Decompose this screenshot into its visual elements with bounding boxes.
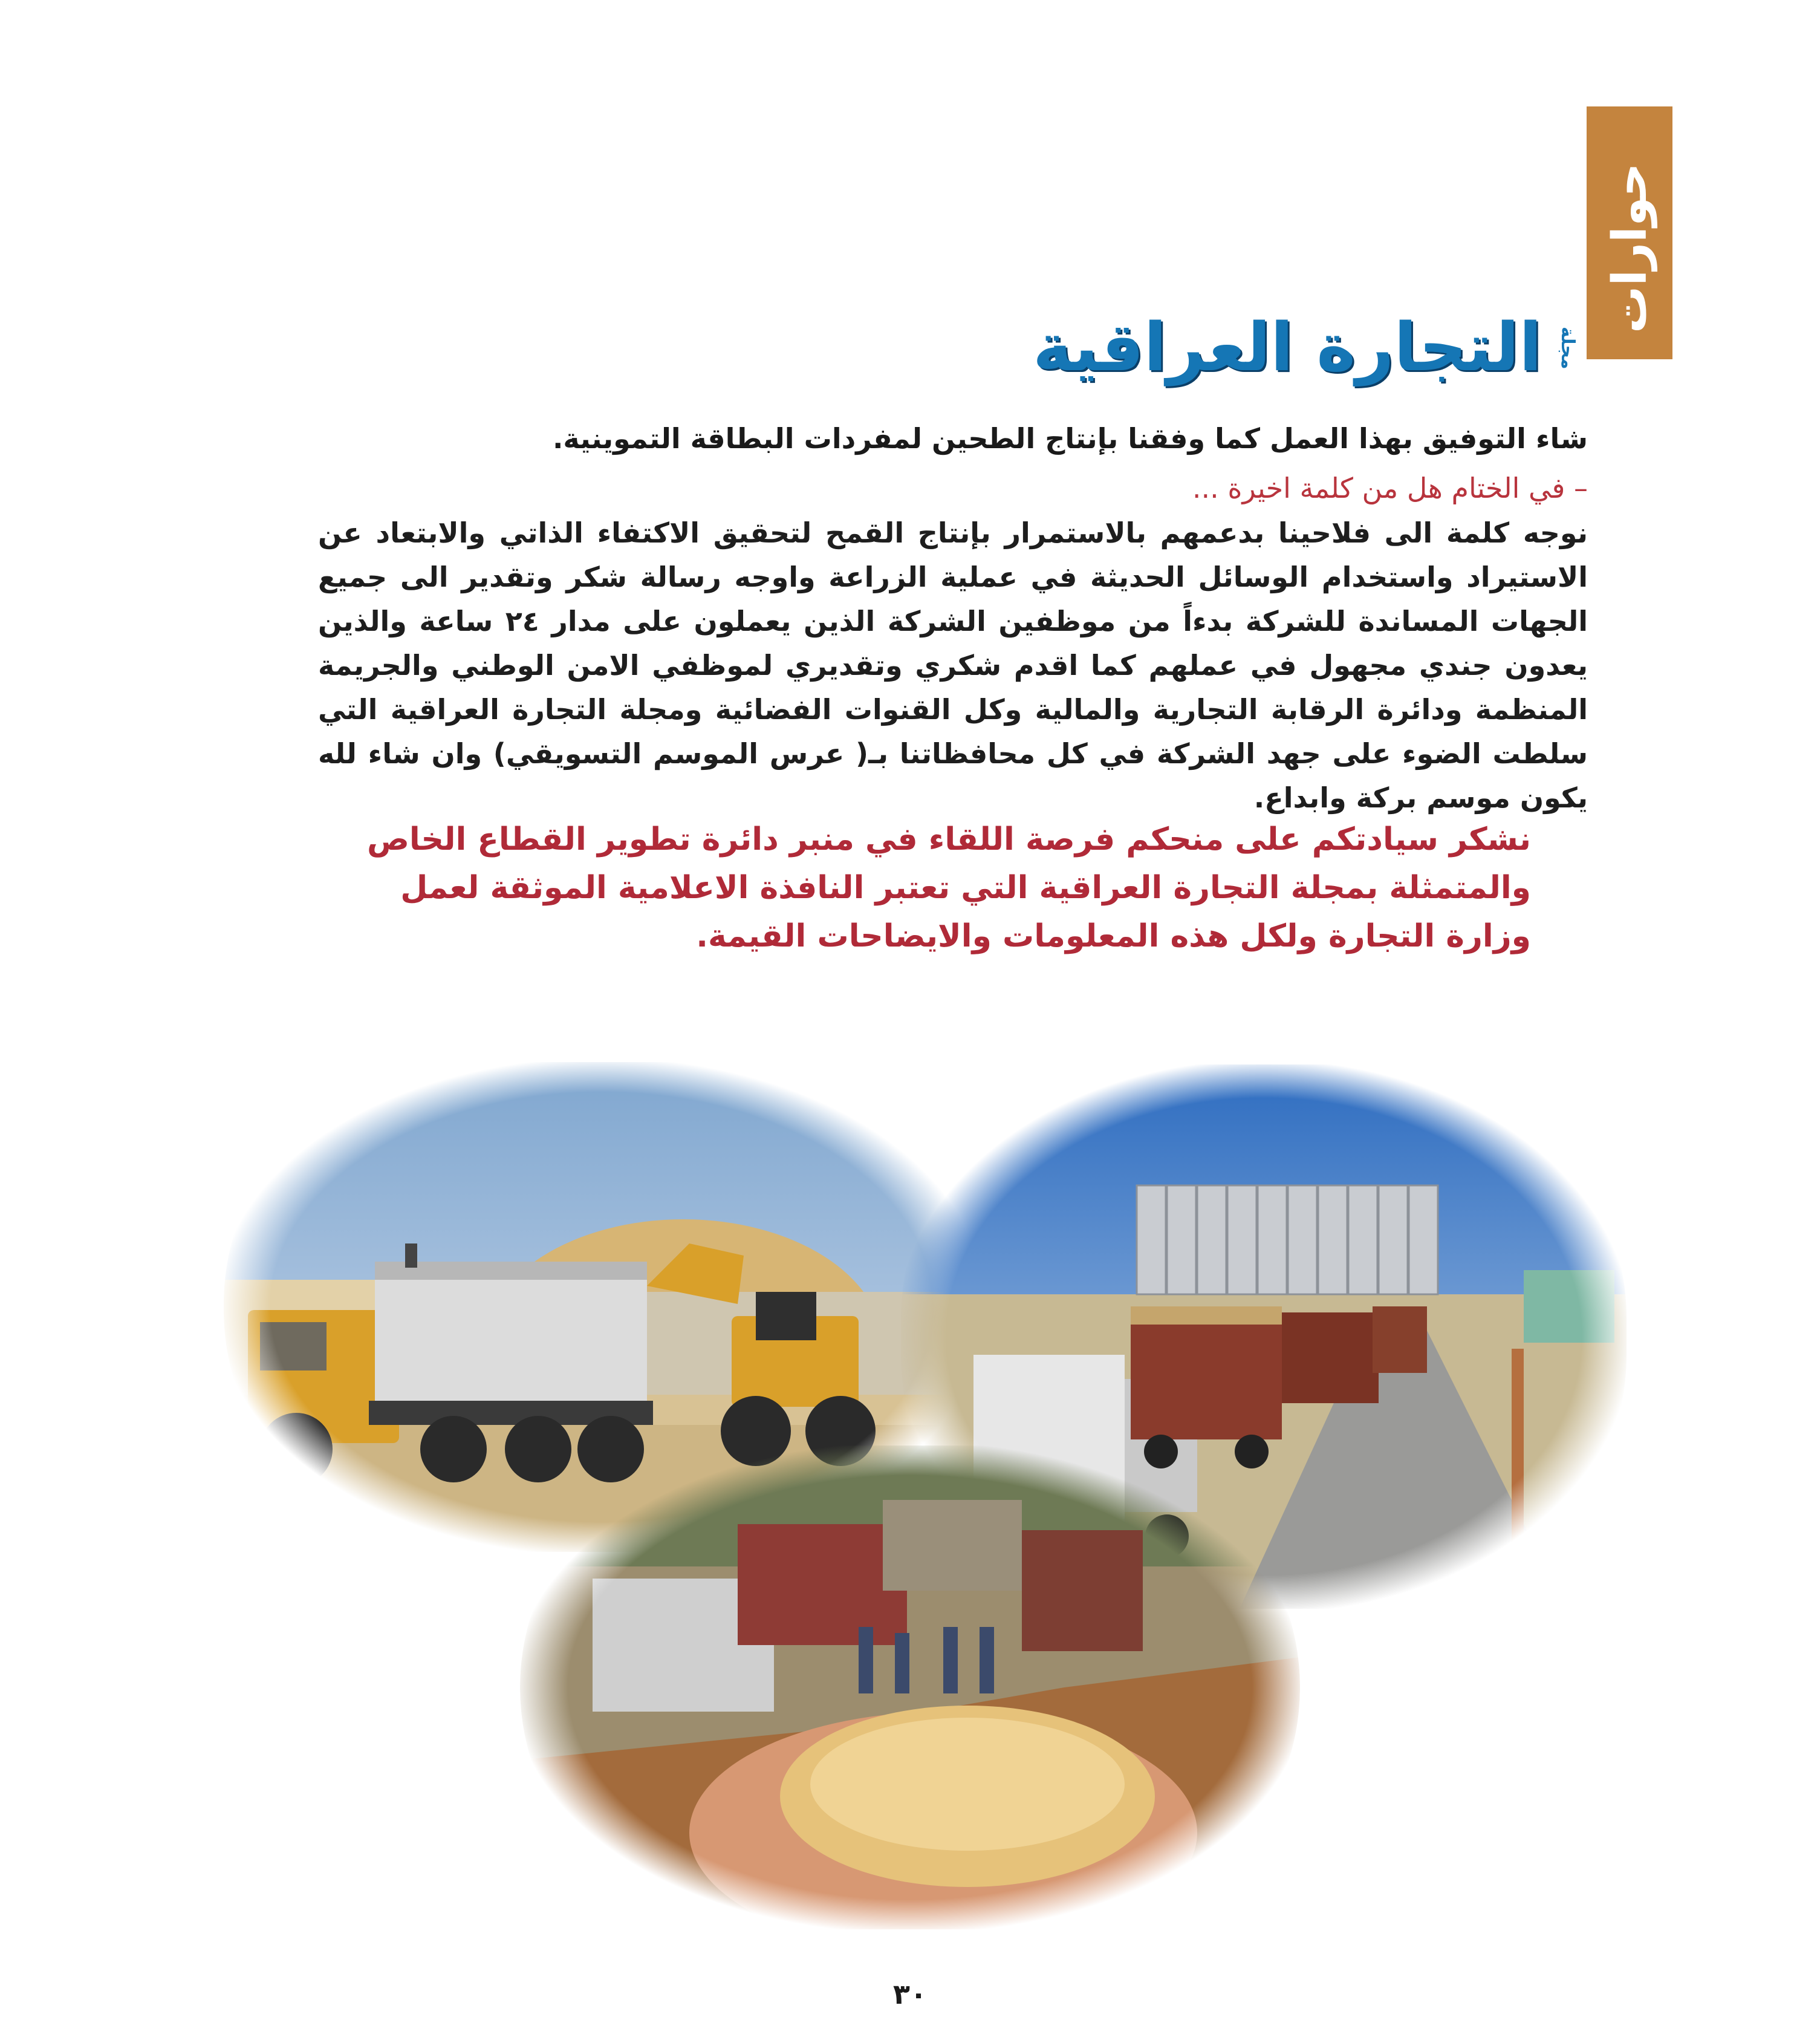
magazine-logo: التجارة العراقية bbox=[1033, 308, 1542, 386]
magazine-logo-group bbox=[1033, 290, 1578, 387]
interview-question: – في الختام هل من كلمة اخيرة ... bbox=[1192, 472, 1588, 504]
photo-wheat-grains bbox=[520, 1445, 1300, 1929]
article-intro-paragraph: شاء التوفيق بهذا العمل كما وفقنا بإنتاج الطحين لمفردات البطاقة التموينية. bbox=[552, 422, 1588, 455]
article-main-paragraph: نوجه كلمة الى فلاحينا بدعمهم بالاستمرار بإنتاج القمح لتحقيق الاكتفاء الذاتي والابتعاد عن الاستيراد واستخدام الوسائل الحديثة في عملية الزراعة واوجه رسالة شكر وتقدير الى جميع الجهات المساندة للشركة بدءاً من موظفين الشركة الذين يعملون على مدار ٢٤ ساعة والذين يعدون جندي مجهول في عملهم كما اقدم شكري وتقديري لموظفي الامن الوطني والجريمة المنظمة ودائرة الرقابة التجارية والمالية وكل القنوات الفضائية ومجلة التجارة العراقية التي سلطت الضوء على جهد الشركة في كل محافظاتنا بـ( عرس الموسم التسويقي) وان شاء لله يكون موسم بركة وابداع. bbox=[318, 517, 1588, 814]
section-label: حوارات bbox=[1603, 163, 1657, 333]
page-number: ٣٠ bbox=[892, 1978, 928, 2010]
closing-statement: نشكر سيادتكم على منحكم فرصة اللقاء في منبر دائرة تطوير القطاع الخاص والمتمثلة بمجلة التجارة العراقية التي تعتبر النافذة الاعلامية الموثقة لعمل وزارة التجارة ولكل هذه المعلومات والايضاحات القيمة. bbox=[366, 821, 1531, 954]
photo-wheat-grains-illustration bbox=[520, 1445, 1300, 1929]
magazine-logo-small: مجلة bbox=[1557, 327, 1578, 370]
